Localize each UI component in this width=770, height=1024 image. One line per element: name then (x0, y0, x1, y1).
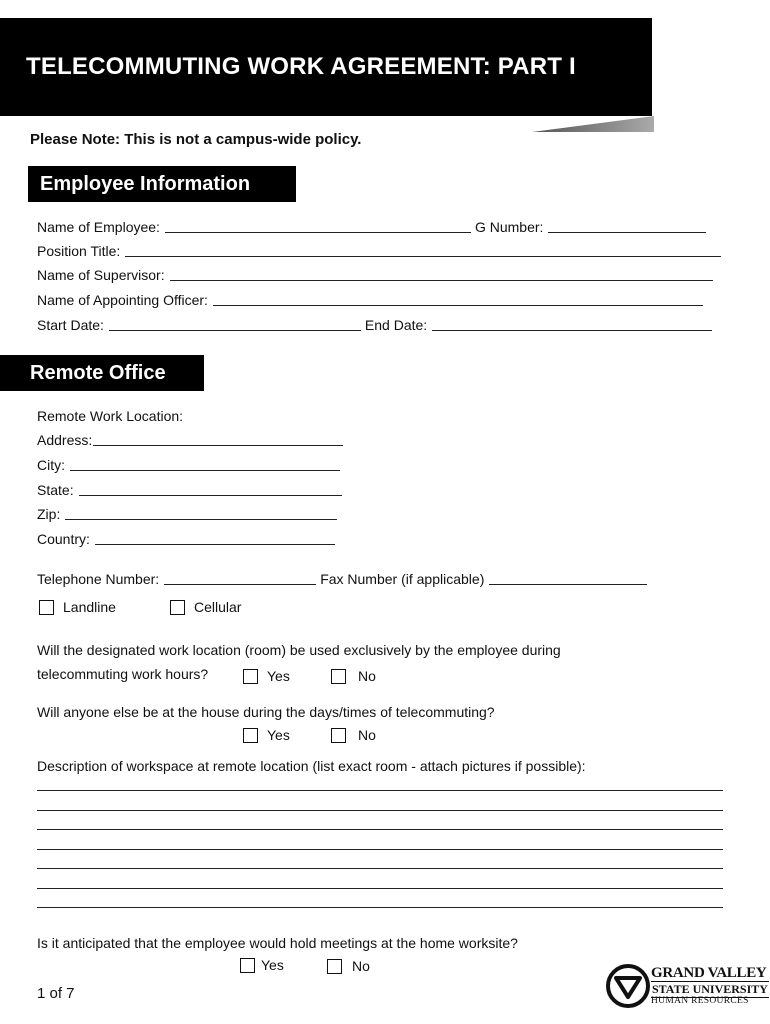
q1-yes-option[interactable]: Yes (243, 668, 290, 684)
q1-no-option[interactable]: No (331, 668, 376, 684)
question-home-meetings: Is it anticipated that the employee would hold meetings at the home worksite? (37, 935, 518, 951)
q4-no-option[interactable]: No (327, 958, 370, 974)
fax-field[interactable] (489, 584, 647, 585)
employee-info-heading: Employee Information (28, 166, 296, 202)
zip-row: Zip: (37, 504, 341, 522)
address-field[interactable] (93, 445, 343, 446)
description-line[interactable] (37, 888, 723, 889)
appointing-officer-field[interactable] (213, 305, 703, 306)
state-field[interactable] (79, 495, 342, 496)
dates-row: Start Date: End Date: (37, 315, 716, 333)
landline-option[interactable]: Landline (39, 599, 116, 615)
address-row: Address: (37, 430, 347, 448)
remote-office-heading: Remote Office (0, 355, 204, 391)
end-date-field[interactable] (432, 330, 712, 331)
q1-yes-checkbox[interactable] (243, 669, 258, 684)
q4-yes-checkbox[interactable] (240, 958, 255, 973)
phone-row: Telephone Number: Fax Number (if applicable) (37, 569, 651, 587)
state-row: State: (37, 480, 346, 498)
cellular-option[interactable]: Cellular (170, 599, 241, 615)
q2-yes-checkbox[interactable] (243, 728, 258, 743)
description-line[interactable] (37, 907, 723, 908)
position-title-field[interactable] (125, 256, 721, 257)
zip-field[interactable] (65, 519, 337, 520)
page-title-banner (0, 18, 652, 116)
page-number: 1 of 7 (37, 985, 75, 1002)
remote-location-label-row: Remote Work Location: (37, 408, 184, 424)
landline-checkbox[interactable] (39, 600, 54, 615)
banner-shadow (532, 116, 654, 132)
description-line[interactable] (37, 810, 723, 811)
question-exclusive-line2: telecommuting work hours? (37, 666, 209, 682)
question-exclusive-line1: Will the designated work location (room) be used exclusively by the employee during (37, 642, 561, 658)
question-workspace-description: Description of workspace at remote location (list exact room - attach pictures if possible): (37, 758, 586, 774)
supervisor-row: Name of Supervisor: (37, 265, 717, 283)
q4-no-checkbox[interactable] (327, 959, 342, 974)
description-line[interactable] (37, 868, 723, 869)
policy-note: Please Note: This is not a campus-wide policy. (30, 131, 362, 148)
city-field[interactable] (70, 470, 340, 471)
q4-yes-option[interactable]: Yes (240, 957, 284, 973)
cellular-checkbox[interactable] (170, 600, 185, 615)
q1-no-checkbox[interactable] (331, 669, 346, 684)
appointing-officer-row: Name of Appointing Officer: (37, 290, 707, 308)
position-title-row: Position Title: (37, 241, 725, 259)
q2-no-option[interactable]: No (331, 727, 376, 743)
employee-name-row: Name of Employee: G Number: (37, 217, 710, 235)
country-row: Country: (37, 529, 339, 547)
description-line[interactable] (37, 849, 723, 850)
telephone-field[interactable] (164, 584, 316, 585)
page-title: TELECOMMUTING WORK AGREEMENT: PART I (26, 53, 576, 80)
description-line[interactable] (37, 829, 723, 830)
country-field[interactable] (95, 544, 335, 545)
start-date-field[interactable] (109, 330, 361, 331)
description-line[interactable] (37, 790, 723, 791)
g-number-field[interactable] (548, 232, 706, 233)
gvsu-logo: GRAND VALLEY STATE UNIVERSITY HUMAN RESOURCES (606, 962, 756, 1010)
q2-yes-option[interactable]: Yes (243, 727, 290, 743)
city-row: City: (37, 455, 344, 473)
q2-no-checkbox[interactable] (331, 728, 346, 743)
gvsu-emblem-icon (606, 964, 650, 1008)
question-others-present: Will anyone else be at the house during the days/times of telecommuting? (37, 704, 495, 720)
employee-name-field[interactable] (165, 232, 471, 233)
supervisor-field[interactable] (170, 280, 713, 281)
